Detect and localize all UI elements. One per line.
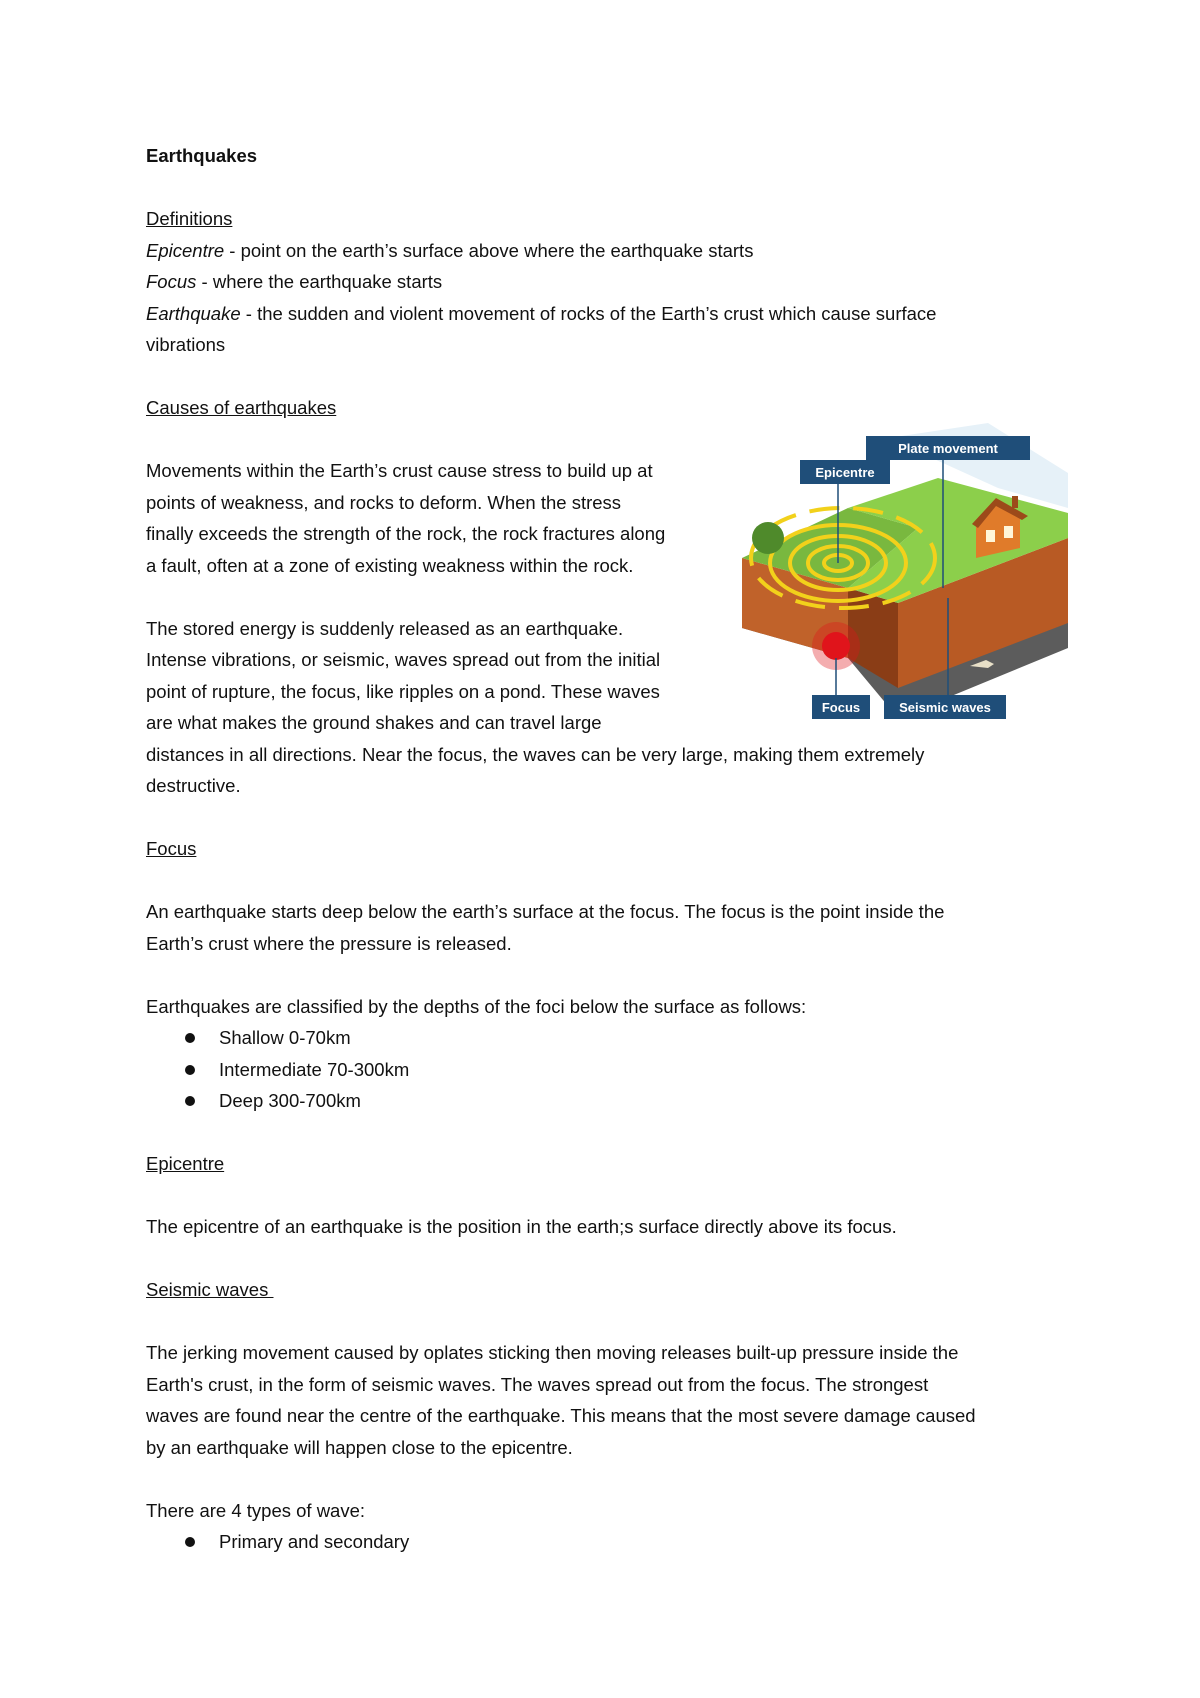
list-item: Deep 300-700km (146, 1085, 1066, 1117)
causes-line: point of rupture, the focus, like ripples on a pond. These waves (146, 680, 660, 702)
plate-movement-label: Plate movement (898, 441, 998, 456)
types-intro: There are 4 types of wave: (146, 1499, 366, 1521)
definition-term: Epicentre (146, 239, 225, 261)
epicentre-line: The epicentre of an earthquake is the position in the earth;s surface directly above its focus. (146, 1216, 897, 1237)
causes-line: finally exceeds the strength of the rock, the rock fractures along (146, 523, 666, 544)
focus-point (822, 632, 850, 660)
classify-intro: Earthquakes are classified by the depths of the foci below the surface as follows: (146, 995, 807, 1017)
causes-line: The stored energy is suddenly released as an earthquake. (146, 617, 624, 639)
epicentre-label: Epicentre (815, 465, 875, 480)
seismic-heading: Seismic waves (146, 1279, 274, 1300)
causes-line: Movements within the Earth’s crust cause stress to build up at (146, 460, 653, 481)
earthquake-diagram (738, 418, 1068, 720)
document-page (146, 140, 1066, 1558)
list-item: Intermediate 70-300km (146, 1054, 1066, 1086)
epicentre-heading: Epicentre (146, 1153, 225, 1174)
seismic-waves-label: Seismic waves (899, 700, 991, 715)
tree (752, 522, 784, 554)
definition-focus (146, 266, 1066, 298)
definition-epicentre (146, 235, 1066, 267)
seismic-line: waves are found near the centre of the earthquake. This means that the most severe damage caused (146, 1405, 976, 1426)
causes-line: distances in all directions. Near the focus, the waves can be very large, making them extremely (146, 743, 925, 765)
definition-text: - point on the earth’s surface above where the earthquake starts (224, 239, 754, 261)
focus-heading: Focus (146, 838, 197, 859)
definition-term: Focus (146, 271, 197, 292)
seismic-line: Earth's crust, in the form of seismic waves. The waves spread out from the focus. The strongest (146, 1373, 929, 1395)
document-title: Earthquakes (146, 145, 258, 166)
list-item: Shallow 0-70km (146, 1022, 1066, 1054)
causes-line: destructive. (146, 775, 241, 796)
definition-earthquake (146, 298, 1066, 330)
label-seismic-waves (884, 695, 1006, 719)
causes-line: points of weakness, and rocks to deform. When the stress (146, 491, 622, 513)
causes-line: Intense vibrations, or seismic, waves spread out from the initial (146, 649, 661, 670)
causes-heading: Causes of earthquakes (146, 397, 337, 418)
definition-term: Earthquake (146, 302, 241, 324)
definition-earthquake-cont: vibrations (146, 334, 226, 355)
definitions-heading: Definitions (146, 208, 233, 229)
definition-text: - the sudden and violent movement of rocks of the Earth’s crust which cause surface (240, 302, 937, 324)
label-plate-movement (866, 436, 1030, 460)
list-item: Primary and secondary (146, 1526, 1066, 1558)
seismic-line: The jerking movement caused by oplates sticking then moving releases built-up pressure inside the (146, 1342, 959, 1363)
earthquake-diagram-svg (738, 418, 1068, 720)
wave-types-list (146, 1526, 1066, 1558)
focus-line: An earthquake starts deep below the earth’s surface at the focus. The focus is the point inside the (146, 901, 945, 922)
causes-line: a fault, often at a zone of existing weakness within the rock. (146, 554, 634, 576)
seismic-line: by an earthquake will happen close to the epicentre. (146, 1436, 573, 1458)
label-epicentre (800, 460, 890, 484)
focus-label: Focus (821, 700, 861, 715)
definition-text: - where the earthquake starts (196, 271, 443, 292)
causes-line: are what makes the ground shakes and can travel large (146, 712, 602, 733)
label-focus (812, 695, 870, 719)
focus-line: Earth’s crust where the pressure is released. (146, 932, 512, 954)
depth-list (146, 1022, 1066, 1117)
